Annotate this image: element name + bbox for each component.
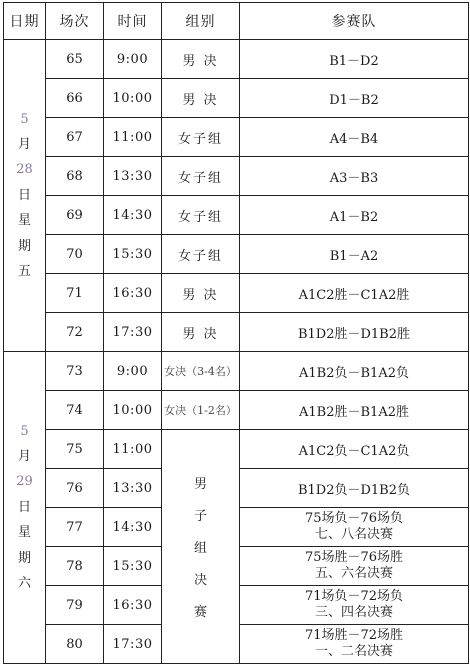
match-teams: D1－B2 <box>240 79 469 118</box>
date-char: 六 <box>17 575 31 591</box>
match-time: 15:30 <box>104 235 162 274</box>
match-no: 66 <box>46 79 104 118</box>
match-no: 76 <box>46 469 104 508</box>
match-no: 78 <box>46 547 104 586</box>
match-time: 9:00 <box>104 40 162 79</box>
match-time: 15:30 <box>104 547 162 586</box>
match-teams: A1B2胜－B1A2胜 <box>240 391 469 430</box>
match-time: 14:30 <box>104 196 162 235</box>
match-teams <box>240 547 469 586</box>
match-time: 11:00 <box>104 430 162 469</box>
table-row <box>4 196 469 235</box>
match-time: 17:30 <box>104 313 162 352</box>
date-char: 期 <box>17 238 31 254</box>
match-time: 13:30 <box>104 157 162 196</box>
match-teams-line2: 一、二名决赛 <box>314 644 393 659</box>
match-time: 16:30 <box>104 586 162 625</box>
match-teams: B1－A2 <box>240 235 469 274</box>
match-teams-line2: 七、八名决赛 <box>314 527 393 542</box>
table-row <box>4 313 469 352</box>
match-no: 70 <box>46 235 104 274</box>
table-row <box>4 40 469 79</box>
match-teams <box>240 625 469 664</box>
match-time: 9:00 <box>104 352 162 391</box>
merged-group-cell <box>162 430 240 664</box>
date-char: 期 <box>17 550 31 566</box>
date-char: 29 <box>16 474 33 490</box>
table-row <box>4 235 469 274</box>
date-cell-day2 <box>4 352 46 664</box>
match-no: 65 <box>46 40 104 79</box>
match-no: 77 <box>46 508 104 547</box>
date-char: 5 <box>20 111 29 127</box>
match-teams-line1: 75场负－76场负 <box>304 510 404 526</box>
match-group: 女子组 <box>162 235 240 274</box>
header-time: 时间 <box>104 3 162 40</box>
match-group: 女决（1-2名） <box>162 391 240 430</box>
date-cell-day1 <box>4 40 46 352</box>
match-no: 73 <box>46 352 104 391</box>
match-no: 80 <box>46 625 104 664</box>
group-char: 组 <box>193 541 207 556</box>
match-no: 69 <box>46 196 104 235</box>
table-row <box>4 79 469 118</box>
match-teams-line1: 71场胜－72场胜 <box>304 627 404 643</box>
match-no: 74 <box>46 391 104 430</box>
match-time: 13:30 <box>104 469 162 508</box>
table-row <box>4 157 469 196</box>
group-char: 决 <box>193 573 207 588</box>
match-group: 女子组 <box>162 118 240 157</box>
match-teams-line2: 五、六名决赛 <box>314 566 393 581</box>
date-char: 五 <box>17 263 31 279</box>
schedule-table <box>3 2 469 664</box>
match-no: 67 <box>46 118 104 157</box>
header-match-no: 场次 <box>46 3 104 40</box>
date-char: 星 <box>17 525 31 541</box>
header-group: 组别 <box>162 3 240 40</box>
match-teams: B1D2胜－D1B2胜 <box>240 313 469 352</box>
header-date: 日期 <box>4 3 46 40</box>
date-char: 月 <box>17 449 31 465</box>
group-char: 男 <box>193 477 207 492</box>
match-time: 17:30 <box>104 625 162 664</box>
match-no: 75 <box>46 430 104 469</box>
match-group: 女子组 <box>162 196 240 235</box>
match-group: 女子组 <box>162 157 240 196</box>
date-char: 月 <box>17 137 31 153</box>
header-teams: 参赛队 <box>240 3 469 40</box>
match-group: 男 决 <box>162 79 240 118</box>
match-time: 10:00 <box>104 391 162 430</box>
group-char: 赛 <box>193 605 207 620</box>
match-group: 女决（3-4名） <box>162 352 240 391</box>
match-no: 68 <box>46 157 104 196</box>
match-teams-line1: 71场负－72场负 <box>304 588 404 604</box>
match-group: 男 决 <box>162 40 240 79</box>
table-row <box>4 430 469 469</box>
match-teams: A4－B4 <box>240 118 469 157</box>
table-row <box>4 352 469 391</box>
match-group: 男 决 <box>162 313 240 352</box>
group-char: 子 <box>193 509 207 524</box>
match-teams: B1－D2 <box>240 40 469 79</box>
match-group: 男 决 <box>162 274 240 313</box>
date-char: 28 <box>16 162 33 178</box>
match-teams-line1: 75场胜－76场胜 <box>304 549 404 565</box>
match-time: 16:30 <box>104 274 162 313</box>
match-teams: A1C2胜－C1A2胜 <box>240 274 469 313</box>
match-time: 14:30 <box>104 508 162 547</box>
match-no: 72 <box>46 313 104 352</box>
table-row <box>4 391 469 430</box>
match-teams <box>240 508 469 547</box>
date-char: 星 <box>17 213 31 229</box>
date-char: 日 <box>17 499 31 515</box>
match-no: 79 <box>46 586 104 625</box>
match-teams <box>240 586 469 625</box>
match-teams: A1－B2 <box>240 196 469 235</box>
match-time: 11:00 <box>104 118 162 157</box>
table-row <box>4 118 469 157</box>
date-char: 5 <box>20 423 29 439</box>
table-row <box>4 274 469 313</box>
match-teams: B1D2负－D1B2负 <box>240 469 469 508</box>
header-row <box>4 3 469 40</box>
match-no: 71 <box>46 274 104 313</box>
match-time: 10:00 <box>104 79 162 118</box>
match-teams-line2: 三、四名决赛 <box>314 605 393 620</box>
match-teams: A1C2负－C1A2负 <box>240 430 469 469</box>
match-teams: A3－B3 <box>240 157 469 196</box>
match-teams: A1B2负－B1A2负 <box>240 352 469 391</box>
date-char: 日 <box>17 187 31 203</box>
